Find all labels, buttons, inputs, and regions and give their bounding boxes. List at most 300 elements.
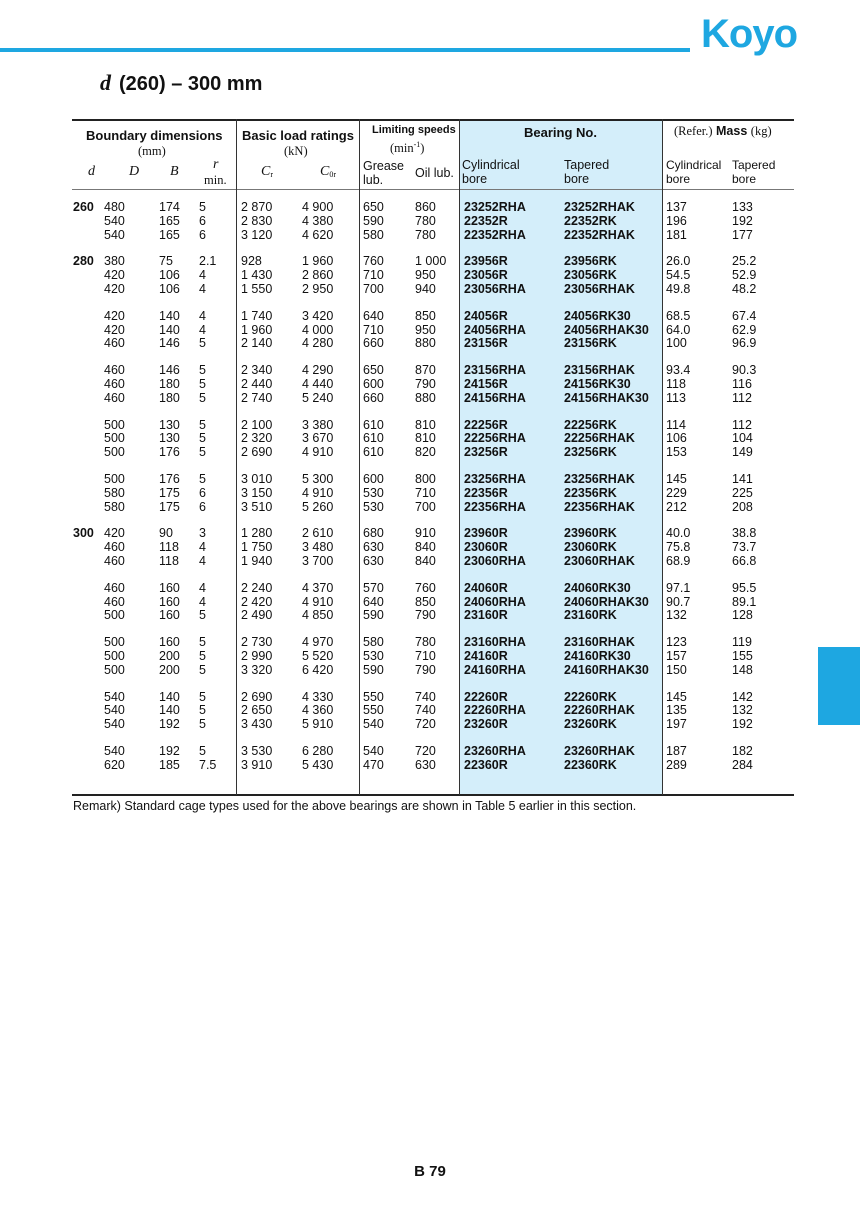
cell-load-c0r: 4 380 <box>302 213 334 228</box>
cell-mass-cyl: 157 <box>666 648 687 663</box>
table-row <box>0 269 860 283</box>
cell-load-c0r: 3 380 <box>302 417 334 432</box>
cell-load-cr: 2 650 <box>241 703 273 718</box>
cell-mass-cyl: 49.8 <box>666 281 691 296</box>
cell-dim-B: 118 <box>159 553 179 568</box>
cell-dim-D: 380 <box>104 254 125 269</box>
cell-dim-B: 185 <box>159 757 180 772</box>
cell-bearing-tap: 23156RK <box>564 336 617 351</box>
cell-speed-grease: 570 <box>363 580 384 595</box>
cell-load-cr: 2 140 <box>241 336 273 351</box>
cell-load-c0r: 5 260 <box>302 499 334 514</box>
cell-bearing-cyl: 23060R <box>464 540 508 555</box>
cell-dim-B: 90 <box>159 526 173 541</box>
cell-load-c0r: 3 420 <box>302 308 334 323</box>
cell-speed-grease: 580 <box>363 227 384 242</box>
cell-speed-grease: 650 <box>363 363 384 378</box>
cell-mass-cyl: 90.7 <box>666 594 691 609</box>
cell-dim-r: 6 <box>199 499 206 514</box>
cell-bearing-cyl: 23260R <box>464 717 508 732</box>
header-bottom-rule <box>72 189 794 190</box>
cell-bearing-cyl: 23156R <box>464 336 508 351</box>
cell-dim-D: 500 <box>104 445 125 460</box>
cell-mass-cyl: 123 <box>666 635 687 650</box>
cell-speed-grease: 580 <box>363 635 384 650</box>
cell-speed-oil: 820 <box>415 445 436 460</box>
title-range: (260) – 300 mm <box>119 73 263 95</box>
cell-speed-oil: 720 <box>415 743 436 758</box>
cell-dim-r: 5 <box>199 376 206 391</box>
cell-mass-cyl: 26.0 <box>666 254 691 269</box>
cell-mass-cyl: 132 <box>666 608 687 623</box>
cell-dim-r: 4 <box>199 308 206 323</box>
cell-load-cr: 1 280 <box>241 526 273 541</box>
cell-bearing-cyl: 22356RHA <box>464 499 526 514</box>
cell-dim-D: 460 <box>104 540 125 555</box>
cell-bearing-tap: 24056RHAK30 <box>564 322 649 337</box>
cell-mass-tap: 62.9 <box>732 322 757 337</box>
cell-mass-tap: 192 <box>732 717 753 732</box>
cell-load-cr: 2 740 <box>241 390 273 405</box>
table-row <box>0 609 860 623</box>
cell-load-c0r: 3 700 <box>302 553 334 568</box>
table-row <box>0 446 860 460</box>
cell-load-c0r: 5 300 <box>302 471 334 486</box>
table-row <box>0 596 860 610</box>
cell-mass-tap: 67.4 <box>732 308 757 323</box>
cell-mass-tap: 96.9 <box>732 336 757 351</box>
cell-bearing-cyl: 23252RHA <box>464 200 526 214</box>
cell-bearing-cyl: 23956R <box>464 254 508 269</box>
table-row <box>0 324 860 338</box>
cell-mass-cyl: 68.5 <box>666 308 691 323</box>
cell-mass-cyl: 229 <box>666 485 687 500</box>
hdr-mass-tap: Tapered <box>732 158 776 172</box>
cell-dim-D: 540 <box>104 689 125 704</box>
cell-bearing-tap: 23160RHAK <box>564 635 635 650</box>
cell-load-c0r: 4 000 <box>302 322 334 337</box>
cell-dim-r: 7.5 <box>199 757 217 772</box>
cell-dim-r: 4 <box>199 281 206 296</box>
page-title <box>100 70 262 96</box>
cell-dim-B: 130 <box>159 431 180 446</box>
table-row <box>0 310 860 324</box>
cell-speed-grease: 590 <box>363 608 384 623</box>
cell-mass-cyl: 145 <box>666 689 687 704</box>
cell-dim-r: 4 <box>199 540 206 555</box>
cell-dim-B: 180 <box>159 376 180 391</box>
bearing-table-body <box>0 201 860 786</box>
cell-speed-oil: 740 <box>415 703 436 718</box>
cell-dim-B: 140 <box>159 689 180 704</box>
cell-dim-B: 174 <box>159 200 180 214</box>
cell-load-cr: 2 320 <box>241 431 273 446</box>
table-row <box>0 487 860 501</box>
cell-dim-r: 5 <box>199 200 206 214</box>
cell-speed-oil: 720 <box>415 717 436 732</box>
cell-speed-oil: 790 <box>415 608 436 623</box>
cell-speed-oil: 760 <box>415 580 436 595</box>
page-number: B 79 <box>414 1163 446 1180</box>
cell-speed-oil: 780 <box>415 635 436 650</box>
cell-mass-cyl: 289 <box>666 757 687 772</box>
table-row <box>0 704 860 718</box>
cell-dim-B: 118 <box>159 540 179 555</box>
table-row <box>0 255 860 269</box>
cell-mass-cyl: 145 <box>666 471 687 486</box>
cell-speed-grease: 590 <box>363 662 384 677</box>
cell-speed-grease: 660 <box>363 336 384 351</box>
cell-mass-tap: 48.2 <box>732 281 757 296</box>
cell-dim-B: 160 <box>159 635 180 650</box>
table-row <box>0 650 860 664</box>
table-row <box>0 636 860 650</box>
cell-dim-r: 5 <box>199 363 206 378</box>
cell-speed-oil: 880 <box>415 390 436 405</box>
cell-bearing-cyl: 23160R <box>464 608 508 623</box>
cell-dim-r: 5 <box>199 431 206 446</box>
cell-bearing-cyl: 24160R <box>464 648 508 663</box>
cell-bearing-cyl: 24156RHA <box>464 390 526 405</box>
cell-mass-cyl: 212 <box>666 499 687 514</box>
table-row <box>0 541 860 555</box>
row-group <box>0 364 860 405</box>
cell-load-c0r: 4 850 <box>302 608 334 623</box>
cell-mass-tap: 38.8 <box>732 526 757 541</box>
cell-dim-r: 5 <box>199 336 206 351</box>
cell-mass-cyl: 187 <box>666 743 687 758</box>
cell-dim-D: 420 <box>104 526 125 541</box>
cell-speed-grease: 590 <box>363 213 384 228</box>
row-group <box>0 636 860 677</box>
cell-speed-oil: 790 <box>415 376 436 391</box>
cell-speed-grease: 710 <box>363 322 384 337</box>
hdr-cr: $C_r$ <box>261 164 274 179</box>
cell-speed-grease: 710 <box>363 268 384 283</box>
cell-bearing-tap: 24056RK30 <box>564 308 631 323</box>
cell-bearing-cyl: 23056RHA <box>464 281 526 296</box>
table-row <box>0 527 860 541</box>
cell-dim-D: 500 <box>104 648 125 663</box>
row-group <box>0 419 860 460</box>
cell-mass-tap: 52.9 <box>732 268 757 283</box>
cell-dim-r: 5 <box>199 390 206 405</box>
hdr-boundary: Boundary dimensions <box>86 128 223 143</box>
cell-mass-cyl: 150 <box>666 662 687 677</box>
cell-load-cr: 2 240 <box>241 580 273 595</box>
cell-speed-oil: 740 <box>415 689 436 704</box>
cell-dim-d: 300 <box>73 526 94 541</box>
cell-bearing-cyl: 22360R <box>464 757 508 772</box>
cell-mass-tap: 182 <box>732 743 753 758</box>
row-group <box>0 527 860 568</box>
cell-dim-B: 140 <box>159 308 180 323</box>
cell-load-cr: 2 490 <box>241 608 273 623</box>
cell-dim-B: 200 <box>159 662 180 677</box>
row-group <box>0 255 860 296</box>
cell-mass-tap: 90.3 <box>732 363 757 378</box>
table-row <box>0 718 860 732</box>
cell-load-c0r: 3 670 <box>302 431 334 446</box>
cell-dim-B: 146 <box>159 363 180 378</box>
cell-speed-oil: 840 <box>415 553 436 568</box>
table-row <box>0 392 860 406</box>
cell-load-cr: 1 940 <box>241 553 273 568</box>
cell-bearing-cyl: 23056R <box>464 268 508 283</box>
cell-speed-oil: 850 <box>415 308 436 323</box>
hdr-r-min: min. <box>204 173 227 187</box>
cell-load-c0r: 5 240 <box>302 390 334 405</box>
cell-mass-cyl: 181 <box>666 227 687 242</box>
remark-text: Remark) Standard cage types used for the above bearings are shown in Table 5 earlier in this section. <box>73 799 637 813</box>
cell-bearing-cyl: 23060RHA <box>464 553 526 568</box>
cell-load-c0r: 4 360 <box>302 703 334 718</box>
cell-mass-cyl: 137 <box>666 200 687 214</box>
cell-load-cr: 1 550 <box>241 281 273 296</box>
cell-speed-oil: 840 <box>415 540 436 555</box>
cell-bearing-cyl: 22260R <box>464 689 508 704</box>
table-row <box>0 555 860 569</box>
cell-bearing-tap: 22260RHAK <box>564 703 635 718</box>
cell-mass-tap: 128 <box>732 608 753 623</box>
cell-dim-D: 460 <box>104 553 125 568</box>
cell-speed-grease: 760 <box>363 254 384 269</box>
cell-bearing-cyl: 23156RHA <box>464 363 526 378</box>
cell-bearing-cyl: 24156R <box>464 376 508 391</box>
table-row <box>0 745 860 759</box>
cell-mass-cyl: 97.1 <box>666 580 691 595</box>
cell-bearing-tap: 22352RHAK <box>564 227 635 242</box>
cell-load-cr: 2 730 <box>241 635 273 650</box>
cell-speed-grease: 610 <box>363 431 384 446</box>
cell-speed-oil: 950 <box>415 268 436 283</box>
cell-dim-r: 5 <box>199 743 206 758</box>
cell-load-cr: 2 870 <box>241 200 273 214</box>
cell-dim-B: 165 <box>159 227 180 242</box>
cell-load-c0r: 5 910 <box>302 717 334 732</box>
cell-load-cr: 1 740 <box>241 308 273 323</box>
cell-bearing-cyl: 23960R <box>464 526 508 541</box>
cell-bearing-tap: 23256RK <box>564 445 617 460</box>
cell-mass-cyl: 196 <box>666 213 687 228</box>
hdr-D: D <box>129 164 140 179</box>
cell-dim-B: 160 <box>159 580 180 595</box>
cell-bearing-cyl: 22356R <box>464 485 508 500</box>
cell-speed-grease: 640 <box>363 308 384 323</box>
cell-dim-B: 165 <box>159 213 180 228</box>
cell-mass-tap: 73.7 <box>732 540 757 555</box>
cell-load-c0r: 4 910 <box>302 485 334 500</box>
cell-dim-r: 5 <box>199 635 206 650</box>
cell-dim-B: 180 <box>159 390 180 405</box>
cell-mass-tap: 66.8 <box>732 553 757 568</box>
cell-speed-grease: 630 <box>363 540 384 555</box>
cell-mass-cyl: 153 <box>666 445 687 460</box>
cell-speed-oil: 810 <box>415 431 436 446</box>
cell-speed-oil: 860 <box>415 200 436 214</box>
cell-dim-D: 580 <box>104 485 125 500</box>
cell-mass-tap: 119 <box>732 635 752 650</box>
cell-bearing-tap: 23160RK <box>564 608 617 623</box>
hdr-basic-load: Basic load ratings <box>242 128 354 143</box>
cell-speed-grease: 530 <box>363 499 384 514</box>
cell-bearing-cyl: 22256RHA <box>464 431 526 446</box>
cell-bearing-tap: 22352RK <box>564 213 617 228</box>
cell-dim-r: 6 <box>199 213 206 228</box>
cell-dim-D: 540 <box>104 227 125 242</box>
cell-load-c0r: 4 910 <box>302 594 334 609</box>
cell-load-cr: 3 510 <box>241 499 273 514</box>
cell-speed-grease: 550 <box>363 689 384 704</box>
hdr-mass-cyl-2: bore <box>666 172 691 186</box>
cell-mass-cyl: 54.5 <box>666 268 691 283</box>
cell-bearing-cyl: 23260RHA <box>464 743 526 758</box>
cell-bearing-cyl: 22256R <box>464 417 508 432</box>
cell-dim-D: 540 <box>104 743 125 758</box>
table-row <box>0 664 860 678</box>
cell-load-c0r: 2 860 <box>302 268 334 283</box>
cell-bearing-tap: 22360RK <box>564 757 617 772</box>
cell-speed-grease: 530 <box>363 485 384 500</box>
cell-dim-D: 420 <box>104 308 125 323</box>
cell-speed-grease: 650 <box>363 200 384 214</box>
cell-speed-grease: 540 <box>363 743 384 758</box>
cell-bearing-tap: 23156RHAK <box>564 363 635 378</box>
cell-bearing-tap: 22256RHAK <box>564 431 635 446</box>
cell-mass-tap: 141 <box>732 471 753 486</box>
cell-bearing-cyl: 24056RHA <box>464 322 526 337</box>
hdr-B: B <box>170 164 179 179</box>
cell-load-cr: 3 010 <box>241 471 273 486</box>
cell-load-cr: 928 <box>241 254 262 269</box>
cell-speed-oil: 880 <box>415 336 436 351</box>
cell-bearing-tap: 23960RK <box>564 526 617 541</box>
cell-speed-oil: 710 <box>415 648 436 663</box>
cell-bearing-tap: 23060RK <box>564 540 617 555</box>
table-top-rule <box>72 119 794 121</box>
cell-dim-B: 192 <box>159 717 180 732</box>
cell-mass-tap: 149 <box>732 445 753 460</box>
cell-speed-grease: 700 <box>363 281 384 296</box>
table-row <box>0 283 860 297</box>
cell-bearing-tap: 24060RHAK30 <box>564 594 649 609</box>
cell-dim-r: 6 <box>199 485 206 500</box>
cell-dim-r: 4 <box>199 594 206 609</box>
cell-dim-r: 5 <box>199 471 206 486</box>
cell-load-c0r: 5 430 <box>302 757 334 772</box>
cell-dim-D: 420 <box>104 268 125 283</box>
cell-load-c0r: 6 280 <box>302 743 334 758</box>
cell-load-c0r: 2 610 <box>302 526 334 541</box>
row-group <box>0 745 860 773</box>
cell-speed-grease: 600 <box>363 471 384 486</box>
cell-dim-D: 500 <box>104 608 125 623</box>
cell-speed-grease: 530 <box>363 648 384 663</box>
cell-bearing-tap: 23060RHAK <box>564 553 635 568</box>
cell-load-cr: 3 530 <box>241 743 273 758</box>
cell-mass-tap: 132 <box>732 703 753 718</box>
cell-bearing-tap: 23252RHAK <box>564 200 635 214</box>
cell-bearing-tap: 23260RHAK <box>564 743 635 758</box>
hdr-d: d <box>88 164 95 179</box>
cell-bearing-cyl: 24160RHA <box>464 662 526 677</box>
cell-speed-oil: 780 <box>415 227 436 242</box>
cell-mass-cyl: 114 <box>666 417 686 432</box>
cell-dim-D: 540 <box>104 213 125 228</box>
cell-dim-r: 3 <box>199 526 206 541</box>
cell-mass-tap: 25.2 <box>732 254 757 269</box>
cell-load-cr: 3 150 <box>241 485 273 500</box>
cell-dim-D: 500 <box>104 635 125 650</box>
cell-dim-D: 460 <box>104 594 125 609</box>
cell-speed-oil: 1 000 <box>415 254 447 269</box>
cell-dim-d: 260 <box>73 200 94 214</box>
cell-speed-oil: 910 <box>415 526 436 541</box>
hdr-oil: Oil lub. <box>415 166 454 180</box>
row-group <box>0 473 860 514</box>
cell-mass-tap: 148 <box>732 662 753 677</box>
header-accent-bar <box>0 48 690 52</box>
hdr-tap: Tapered <box>564 158 610 172</box>
table-bottom-rule <box>72 794 794 796</box>
cell-dim-D: 460 <box>104 376 125 391</box>
cell-mass-tap: 177 <box>732 227 753 242</box>
table-row <box>0 473 860 487</box>
table-row <box>0 582 860 596</box>
cell-mass-tap: 133 <box>732 200 753 214</box>
cell-bearing-cyl: 24060R <box>464 580 508 595</box>
cell-dim-D: 480 <box>104 200 125 214</box>
cell-bearing-tap: 23056RHAK <box>564 281 635 296</box>
cell-speed-oil: 850 <box>415 594 436 609</box>
koyo-logo: Koyo <box>701 12 797 56</box>
cell-speed-oil: 950 <box>415 322 436 337</box>
cell-bearing-tap: 23956RK <box>564 254 617 269</box>
cell-speed-grease: 550 <box>363 703 384 718</box>
hdr-basic-load-unit: (kN) <box>284 144 308 158</box>
cell-load-cr: 2 420 <box>241 594 273 609</box>
cell-bearing-tap: 23260RK <box>564 717 617 732</box>
cell-dim-D: 500 <box>104 417 125 432</box>
cell-mass-tap: 192 <box>732 213 753 228</box>
cell-mass-tap: 95.5 <box>732 580 757 595</box>
cell-load-c0r: 2 950 <box>302 281 334 296</box>
cell-bearing-tap: 22356RK <box>564 485 617 500</box>
cell-bearing-cyl: 22260RHA <box>464 703 526 718</box>
cell-dim-D: 540 <box>104 717 125 732</box>
cell-dim-B: 160 <box>159 594 180 609</box>
hdr-limiting-unit: $(\min^{-1})$ <box>390 140 425 155</box>
cell-speed-oil: 870 <box>415 363 436 378</box>
table-row <box>0 378 860 392</box>
hdr-tap-2: bore <box>564 172 590 186</box>
hdr-mass: (Refer.) Mass (kg) <box>674 124 772 138</box>
cell-mass-tap: 89.1 <box>732 594 757 609</box>
cell-dim-D: 620 <box>104 757 125 772</box>
cell-load-cr: 3 430 <box>241 717 273 732</box>
cell-dim-D: 500 <box>104 431 125 446</box>
cell-load-c0r: 6 420 <box>302 662 334 677</box>
cell-bearing-cyl: 23256R <box>464 445 508 460</box>
cell-load-c0r: 5 520 <box>302 648 334 663</box>
cell-bearing-tap: 23256RHAK <box>564 471 635 486</box>
cell-dim-B: 175 <box>159 485 180 500</box>
cell-bearing-tap: 22356RHAK <box>564 499 635 514</box>
hdr-bearing-no: Bearing No. <box>524 125 597 140</box>
cell-mass-cyl: 75.8 <box>666 540 691 555</box>
cell-load-c0r: 4 370 <box>302 580 334 595</box>
table-row <box>0 229 860 243</box>
